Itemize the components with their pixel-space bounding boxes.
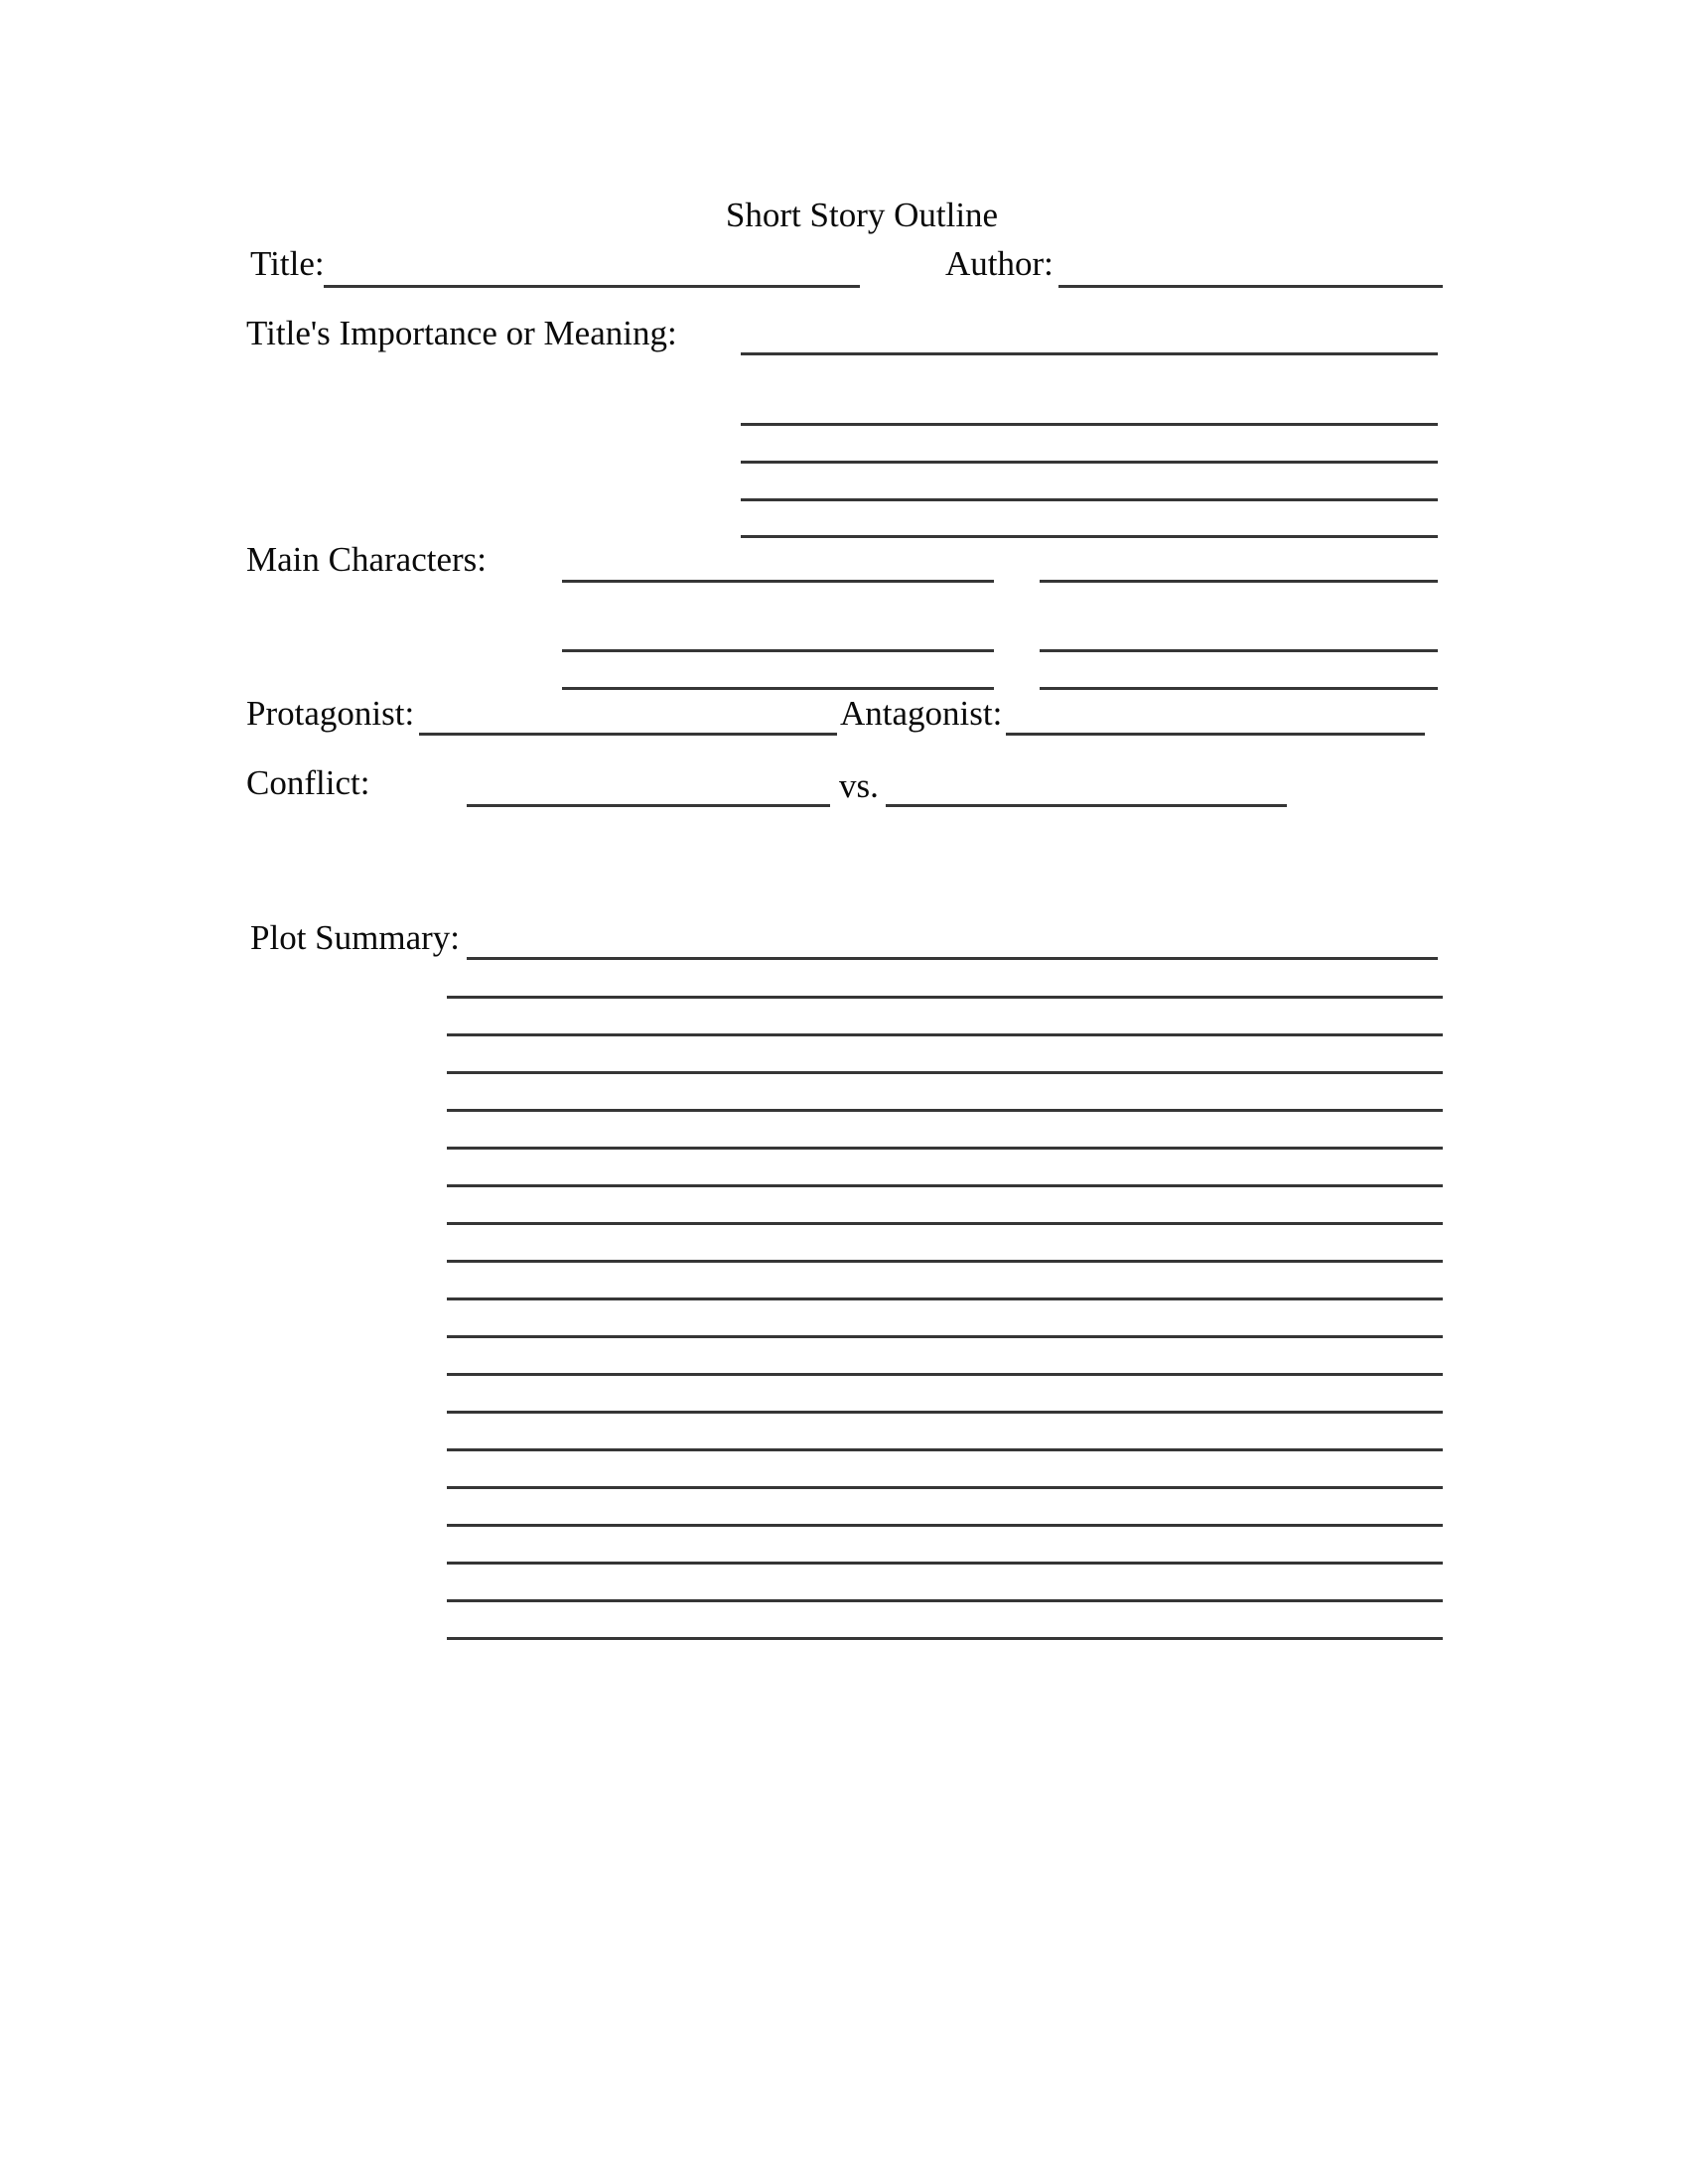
title-meaning-line[interactable]	[741, 498, 1438, 501]
plot-summary-line[interactable]	[447, 1335, 1443, 1338]
main-characters-label: Main Characters:	[246, 540, 487, 579]
plot-summary-line[interactable]	[447, 1297, 1443, 1300]
title-input-line[interactable]	[324, 285, 860, 288]
main-character-line[interactable]	[562, 649, 994, 652]
title-meaning-line[interactable]	[741, 461, 1438, 464]
title-field-label: Title:	[250, 244, 325, 283]
plot-summary-line[interactable]	[447, 1071, 1443, 1074]
plot-summary-line[interactable]	[447, 1373, 1443, 1376]
conflict-vs-label: vs.	[839, 766, 879, 805]
plot-summary-line[interactable]	[447, 1562, 1443, 1565]
plot-summary-line[interactable]	[467, 957, 1438, 960]
plot-summary-line[interactable]	[447, 1184, 1443, 1187]
plot-summary-line[interactable]	[447, 1260, 1443, 1263]
protagonist-input-line[interactable]	[419, 733, 837, 736]
plot-summary-line[interactable]	[447, 1109, 1443, 1112]
main-character-line[interactable]	[562, 687, 994, 690]
author-field-label: Author:	[945, 244, 1054, 283]
author-input-line[interactable]	[1058, 285, 1443, 288]
plot-summary-line[interactable]	[447, 996, 1443, 999]
plot-summary-line[interactable]	[447, 1448, 1443, 1451]
plot-summary-line[interactable]	[447, 1147, 1443, 1150]
title-meaning-line[interactable]	[741, 535, 1438, 538]
plot-summary-line[interactable]	[447, 1637, 1443, 1640]
plot-summary-line[interactable]	[447, 1486, 1443, 1489]
plot-summary-line[interactable]	[447, 1033, 1443, 1036]
page-title: Short Story Outline	[725, 196, 999, 234]
title-meaning-line[interactable]	[741, 423, 1438, 426]
title-meaning-label: Title's Importance or Meaning:	[246, 314, 677, 352]
main-character-line[interactable]	[1040, 649, 1438, 652]
title-meaning-line[interactable]	[741, 352, 1438, 355]
antagonist-label: Antagonist:	[840, 694, 1003, 733]
main-character-line[interactable]	[562, 580, 994, 583]
protagonist-label: Protagonist:	[246, 694, 415, 733]
conflict-input-line-2[interactable]	[886, 804, 1287, 807]
conflict-input-line-1[interactable]	[467, 804, 830, 807]
plot-summary-line[interactable]	[447, 1599, 1443, 1602]
main-character-line[interactable]	[1040, 687, 1438, 690]
main-character-line[interactable]	[1040, 580, 1438, 583]
plot-summary-line[interactable]	[447, 1222, 1443, 1225]
plot-summary-line[interactable]	[447, 1411, 1443, 1414]
conflict-label: Conflict:	[246, 763, 370, 802]
antagonist-input-line[interactable]	[1006, 733, 1425, 736]
plot-summary-line[interactable]	[447, 1524, 1443, 1527]
plot-summary-label: Plot Summary:	[250, 918, 460, 957]
